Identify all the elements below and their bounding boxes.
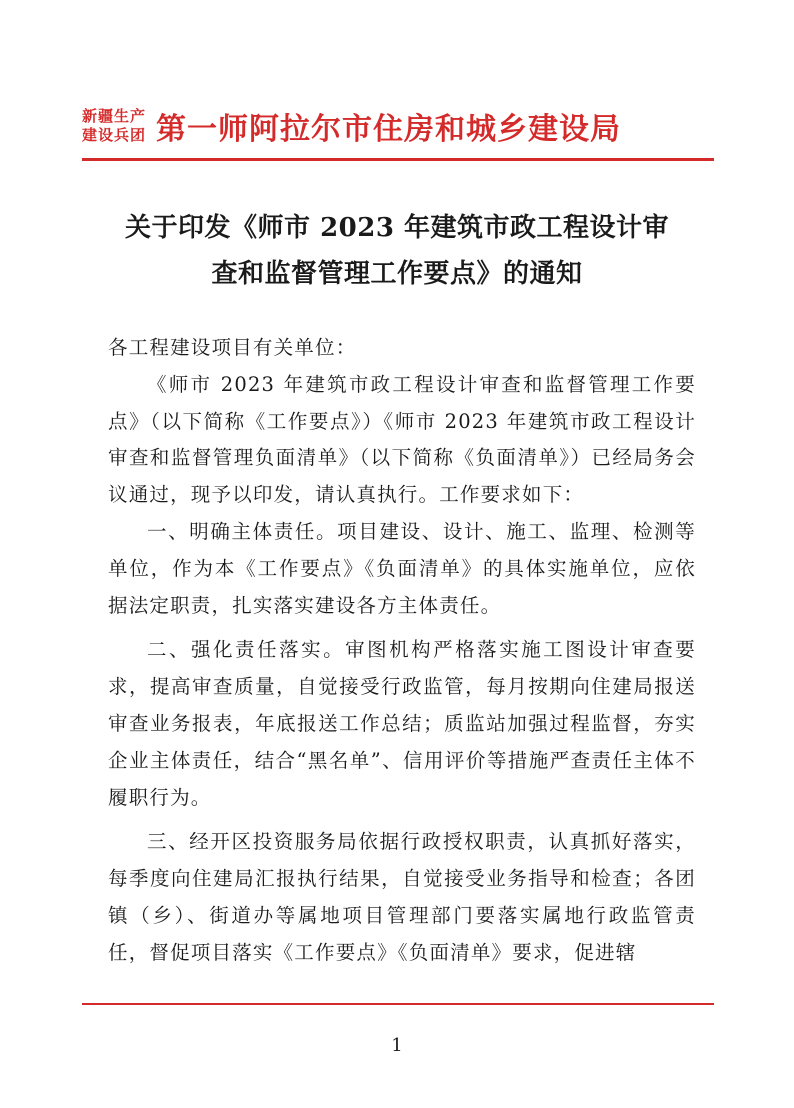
title-line-1: 关于印发《师市 2023 年建筑市政工程设计审 xyxy=(125,213,669,243)
salutation: 各工程建设项目有关单位： xyxy=(108,336,357,359)
org-name: 第一师阿拉尔市住房和城乡建设局 xyxy=(156,112,622,147)
org-line-2: 建设兵团 xyxy=(82,126,147,144)
item-3-paragraph: 三、经开区投资服务局依据行政授权职责，认真抓好落实，每季度向住建局汇报执行结果，自觉接受业务指导和检查；各团镇（乡）、街道办等属地项目管理部门要落实属地行政监管责任，督促项目落实《工作要点》《负面清单》要求，促进辖 xyxy=(108,830,696,964)
org-stack xyxy=(82,107,146,145)
intro-paragraph: 《师市 2023 年建筑市政工程设计审查和监督管理工作要点》（以下简称《工作要点》）《师市 2023 年建筑市政工程设计审查和监督管理负面清单》（以下简称《负面清单》）已经局务会议通过，现予以印发，请认真执行。工作要求如下： xyxy=(108,372,696,507)
org-line-1: 新疆生产 xyxy=(82,107,147,125)
footer-divider xyxy=(82,1003,714,1005)
document-title xyxy=(100,205,694,297)
item-1-paragraph: 一、明确主体责任。项目建设、设计、施工、监理、检测等单位，作为本《工作要点》《负面清单》的具体实施单位，应依据法定职责，扎实落实建设各方主体责任。 xyxy=(108,519,696,617)
page-number: 1 xyxy=(391,1035,403,1056)
item-2-paragraph: 二、强化责任落实。审图机构严格落实施工图设计审查要求，提高审查质量，自觉接受行政监管，每月按期向住建局报送审查业务报表，年底报送工作总结；质监站加强过程监督，夯实企业主体责任，结合“黑名单”、信用评价等措施严查责任主体不履职行为。 xyxy=(108,638,696,809)
title-line-2: 查和监督管理工作要点》的通知 xyxy=(211,259,583,289)
document-body xyxy=(108,330,696,972)
header-divider xyxy=(82,158,714,161)
letterhead xyxy=(82,102,714,150)
